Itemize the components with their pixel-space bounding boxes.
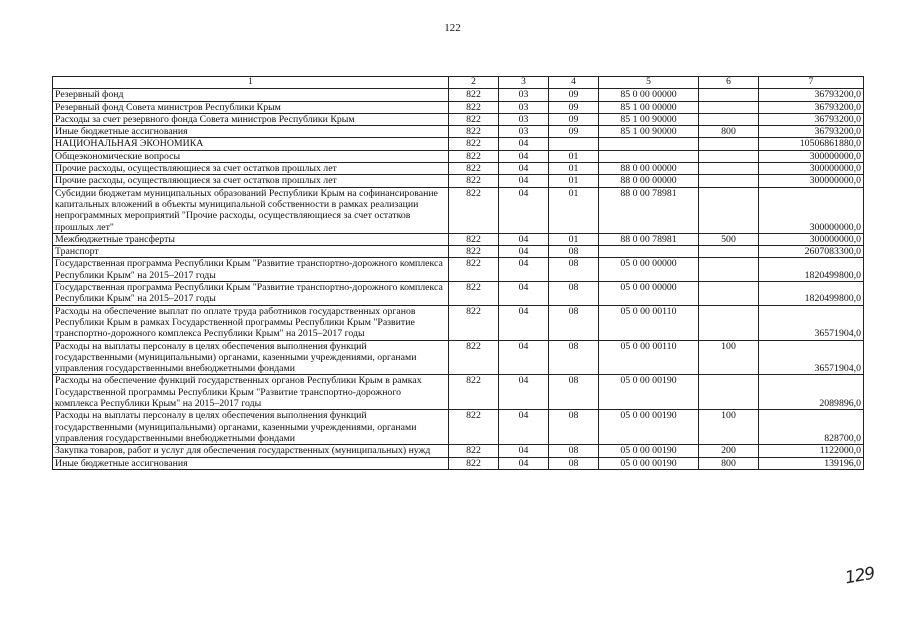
row-code-subsection: 09 <box>549 113 599 125</box>
row-amount: 1122000,0 <box>759 445 864 457</box>
row-name: Расходы на выплаты персоналу в целях обеспечения выполнения функций государственными (муниципальными) органами, казенными учреждениями, органами управления государственными внебюджетными фондами <box>53 410 449 445</box>
row-name: Прочие расходы, осуществляющиеся за счет остатков прошлых лет <box>53 163 449 175</box>
row-name: Резервный фонд <box>53 89 449 101</box>
row-code-ministry: 822 <box>449 150 499 162</box>
row-name: Межбюджетные трансферты <box>53 233 449 245</box>
budget-table <box>52 76 864 470</box>
row-code-expense-type <box>699 375 759 410</box>
row-name: Расходы на обеспечение функций государственных органов Республики Крым в рамках Государственной программы Республики Крым "Развитие транспортно-дорожного комплекса Республики Крым" на 2015–2017 годы <box>53 375 449 410</box>
row-code-expense-type <box>699 163 759 175</box>
table-row <box>53 258 864 282</box>
row-code-ministry: 822 <box>449 187 499 233</box>
row-code-ministry: 822 <box>449 89 499 101</box>
row-code-subsection: 08 <box>549 375 599 410</box>
table-row <box>53 138 864 150</box>
row-code-ministry: 822 <box>449 233 499 245</box>
row-code-expense-type <box>699 258 759 282</box>
table-row <box>53 375 864 410</box>
row-name: Иные бюджетные ассигнования <box>53 457 449 469</box>
row-code-subsection: 09 <box>549 101 599 113</box>
row-code-section: 03 <box>499 126 549 138</box>
row-code-section: 04 <box>499 410 549 445</box>
page-number: 122 <box>444 22 461 34</box>
column-header: 4 <box>549 77 599 89</box>
row-name: Расходы на обеспечение выплат по оплате труда работников государственных органов Республики Крым в рамках Государственной программы Республики Крым "Развитие транспортно-дорожного комплекса Республики Крым" на 2015–2017 годы <box>53 305 449 340</box>
row-code-section: 04 <box>499 305 549 340</box>
row-name: Субсидии бюджетам муниципальных образований Республики Крым на софинансирование капитальных вложений в объекты муниципальной собственности в рамках реализации непрограммных мероприятий "Прочие расходы, осуществляющиеся за счет остатков прошлых лет" <box>53 187 449 233</box>
row-code-expense-type: 200 <box>699 445 759 457</box>
table-row <box>53 126 864 138</box>
table-row <box>53 410 864 445</box>
row-amount: 139196,0 <box>759 457 864 469</box>
row-code-target: 88 0 00 00000 <box>599 163 699 175</box>
row-code-expense-type <box>699 246 759 258</box>
table-row <box>53 233 864 245</box>
row-amount: 300000000,0 <box>759 175 864 187</box>
table-row <box>53 305 864 340</box>
row-code-subsection: 08 <box>549 457 599 469</box>
row-code-ministry: 822 <box>449 457 499 469</box>
row-code-ministry: 822 <box>449 305 499 340</box>
row-code-ministry: 822 <box>449 246 499 258</box>
row-code-expense-type: 500 <box>699 233 759 245</box>
row-code-target: 05 0 00 00000 <box>599 258 699 282</box>
row-name: Закупка товаров, работ и услуг для обеспечения государственных (муниципальных) нужд <box>53 445 449 457</box>
row-name: Общеэкономические вопросы <box>53 150 449 162</box>
row-code-target: 88 0 00 00000 <box>599 175 699 187</box>
row-code-target: 88 0 00 78981 <box>599 233 699 245</box>
row-code-expense-type <box>699 113 759 125</box>
row-code-target: 05 0 00 00110 <box>599 305 699 340</box>
row-amount: 828700,0 <box>759 410 864 445</box>
row-code-expense-type: 100 <box>699 410 759 445</box>
row-name: Государственная программа Республики Крым "Развитие транспортно-дорожного комплекса Республики Крым" на 2015–2017 годы <box>53 258 449 282</box>
row-code-expense-type <box>699 89 759 101</box>
row-name: Резервный фонд Совета министров Республики Крым <box>53 101 449 113</box>
row-code-section: 03 <box>499 101 549 113</box>
row-amount: 36793200,0 <box>759 126 864 138</box>
row-code-section: 04 <box>499 150 549 162</box>
row-code-ministry: 822 <box>449 340 499 375</box>
row-code-ministry: 822 <box>449 126 499 138</box>
row-amount: 300000000,0 <box>759 187 864 233</box>
column-header: 5 <box>599 77 699 89</box>
column-header: 1 <box>53 77 449 89</box>
row-code-expense-type <box>699 175 759 187</box>
row-name: Расходы на выплаты персоналу в целях обеспечения выполнения функций государственными (муниципальными) органами, казенными учреждениями, органами управления государственными внебюджетными фондами <box>53 340 449 375</box>
row-code-expense-type <box>699 138 759 150</box>
row-code-target: 05 0 00 00190 <box>599 457 699 469</box>
row-code-section: 04 <box>499 138 549 150</box>
row-code-expense-type <box>699 305 759 340</box>
table-row <box>53 89 864 101</box>
row-code-subsection: 08 <box>549 305 599 340</box>
row-code-section: 04 <box>499 445 549 457</box>
table-row <box>53 340 864 375</box>
row-code-ministry: 822 <box>449 101 499 113</box>
row-code-subsection: 08 <box>549 410 599 445</box>
column-header: 3 <box>499 77 549 89</box>
row-code-ministry: 822 <box>449 175 499 187</box>
table-row <box>53 187 864 233</box>
row-code-subsection: 01 <box>549 175 599 187</box>
handwritten-page-mark: 129 <box>843 563 876 589</box>
row-amount: 36793200,0 <box>759 89 864 101</box>
column-header: 7 <box>759 77 864 89</box>
row-code-expense-type: 100 <box>699 340 759 375</box>
row-amount: 300000000,0 <box>759 233 864 245</box>
row-amount: 2089896,0 <box>759 375 864 410</box>
row-code-subsection: 08 <box>549 246 599 258</box>
column-header: 6 <box>699 77 759 89</box>
row-code-expense-type <box>699 150 759 162</box>
row-code-subsection: 01 <box>549 163 599 175</box>
table-row <box>53 457 864 469</box>
row-amount: 36571904,0 <box>759 340 864 375</box>
row-amount: 1820499800,0 <box>759 282 864 306</box>
row-name: Иные бюджетные ассигнования <box>53 126 449 138</box>
row-code-subsection: 01 <box>549 150 599 162</box>
table-body <box>53 77 864 470</box>
row-code-expense-type <box>699 101 759 113</box>
row-code-section: 03 <box>499 113 549 125</box>
row-code-target: 88 0 00 78981 <box>599 187 699 233</box>
row-name: Прочие расходы, осуществляющиеся за счет остатков прошлых лет <box>53 175 449 187</box>
table-row <box>53 282 864 306</box>
row-code-section: 04 <box>499 375 549 410</box>
row-code-ministry: 822 <box>449 113 499 125</box>
row-code-subsection <box>549 138 599 150</box>
row-code-ministry: 822 <box>449 410 499 445</box>
row-code-target: 85 1 00 00000 <box>599 101 699 113</box>
row-code-section: 04 <box>499 340 549 375</box>
row-code-section: 04 <box>499 282 549 306</box>
row-amount: 2607083300,0 <box>759 246 864 258</box>
row-name: НАЦИОНАЛЬНАЯ ЭКОНОМИКА <box>53 138 449 150</box>
table-row <box>53 150 864 162</box>
row-code-section: 04 <box>499 163 549 175</box>
row-code-section: 04 <box>499 175 549 187</box>
row-code-section: 04 <box>499 457 549 469</box>
row-code-ministry: 822 <box>449 445 499 457</box>
row-code-section: 04 <box>499 187 549 233</box>
row-code-expense-type: 800 <box>699 126 759 138</box>
table-row <box>53 113 864 125</box>
row-code-subsection: 09 <box>549 89 599 101</box>
row-code-ministry: 822 <box>449 375 499 410</box>
row-name: Государственная программа Республики Крым "Развитие транспортно-дорожного комплекса Республики Крым" на 2015–2017 годы <box>53 282 449 306</box>
row-name: Транспорт <box>53 246 449 258</box>
row-amount: 36793200,0 <box>759 101 864 113</box>
table-row <box>53 246 864 258</box>
column-header: 2 <box>449 77 499 89</box>
table-row <box>53 101 864 113</box>
row-amount: 1820499800,0 <box>759 258 864 282</box>
row-amount: 300000000,0 <box>759 150 864 162</box>
row-code-target: 05 0 00 00190 <box>599 375 699 410</box>
row-code-target: 05 0 00 00000 <box>599 282 699 306</box>
row-code-section: 04 <box>499 258 549 282</box>
row-code-subsection: 08 <box>549 340 599 375</box>
row-amount: 10506861880,0 <box>759 138 864 150</box>
row-code-target: 05 0 00 00190 <box>599 445 699 457</box>
row-code-subsection: 09 <box>549 126 599 138</box>
row-code-ministry: 822 <box>449 138 499 150</box>
table-row <box>53 175 864 187</box>
row-code-section: 04 <box>499 246 549 258</box>
row-code-target: 85 1 00 90000 <box>599 126 699 138</box>
row-code-target <box>599 150 699 162</box>
row-code-ministry: 822 <box>449 282 499 306</box>
row-amount: 36793200,0 <box>759 113 864 125</box>
row-code-expense-type <box>699 187 759 233</box>
row-code-target: 05 0 00 00190 <box>599 410 699 445</box>
row-code-subsection: 08 <box>549 258 599 282</box>
row-code-subsection: 01 <box>549 187 599 233</box>
row-code-expense-type <box>699 282 759 306</box>
row-amount: 300000000,0 <box>759 163 864 175</box>
row-code-target: 85 0 00 00000 <box>599 89 699 101</box>
row-code-ministry: 822 <box>449 258 499 282</box>
table-row <box>53 445 864 457</box>
row-code-section: 04 <box>499 233 549 245</box>
row-code-subsection: 08 <box>549 445 599 457</box>
row-code-target: 05 0 00 00110 <box>599 340 699 375</box>
row-code-target: 85 1 00 90000 <box>599 113 699 125</box>
row-code-target <box>599 246 699 258</box>
row-code-expense-type: 800 <box>699 457 759 469</box>
table-row <box>53 163 864 175</box>
row-name: Расходы за счет резервного фонда Совета министров Республики Крым <box>53 113 449 125</box>
row-code-subsection: 01 <box>549 233 599 245</box>
row-code-subsection: 08 <box>549 282 599 306</box>
row-code-target <box>599 138 699 150</box>
column-header-row <box>53 77 864 89</box>
row-code-section: 03 <box>499 89 549 101</box>
row-amount: 36571904,0 <box>759 305 864 340</box>
row-code-ministry: 822 <box>449 163 499 175</box>
